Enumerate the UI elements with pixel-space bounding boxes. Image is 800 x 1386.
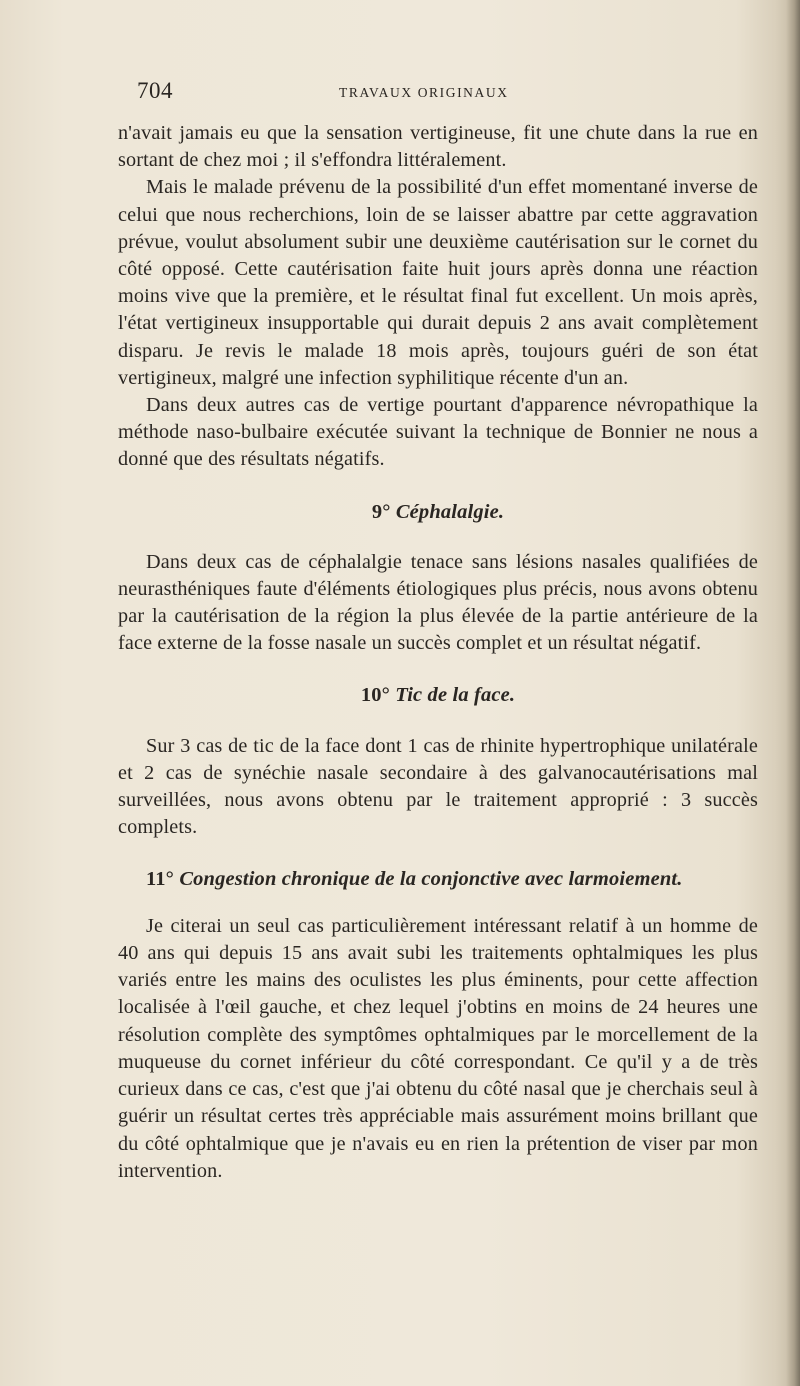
section-heading-cephalalgie (118, 499, 758, 526)
section-title: Tic de la face. (395, 683, 516, 706)
section-number: 9° (371, 500, 391, 523)
page-number: 704 (137, 78, 173, 103)
paragraph-tic-de-la-face: Sur 3 cas de tic de la face dont 1 cas de rhinite hypertrophique unilatérale et 2 cas de synéchie nasale secondaire à des galvanocautérisations mal surveillées, nous avons obtenu par le traitement approprié : 3 succès complets. (118, 734, 758, 839)
section-heading-congestion-conjonctive (118, 866, 758, 893)
section-title: Céphalalgie. (395, 500, 505, 523)
section-number: 10° (360, 683, 390, 706)
paragraph-second-cauterisation: Mais le malade prévenu de la possibilité d'un effet momentané inverse de celui que nous recherchions, loin de se laisser abattre par cette aggravation prévue, voulut absolument subir une deuxième cautérisation sur le cornet du côté opposé. Cette cautérisation faite huit jours après donna une réaction moins vive que la première, et le résultat final fut excellent. Un mois après, l'état vertigineux insupportable qui durait depuis 2 ans avait complètement disparu. Je revis le malade 18 mois après, toujours guéri de son état vertigineux, malgré une infection syphilitique récente d'un an. (118, 176, 758, 389)
paragraph-vertige-negative: Dans deux autres cas de vertige pourtant d'apparence névropathique la méthode naso-bulbaire exécutée suivant la technique de Bonnier ne nous a donné que des résultats négatifs. (118, 394, 758, 471)
section-title: Congestion chronique de la conjonctive avec larmoiement. (179, 867, 683, 890)
page-header (137, 78, 755, 118)
paragraph-continuation: n'avait jamais eu que la sensation vertigineuse, fit une chute dans la rue en sortant de chez moi ; il s'effondra littéralement. (118, 122, 758, 172)
section-number: 11° (146, 867, 175, 890)
section-heading-tic-de-la-face (118, 682, 758, 709)
paragraph-congestion-conjonctive: Je citerai un seul cas particulièrement intéressant relatif à un homme de 40 ans qui depuis 15 ans avait subi les traitements ophtalmiques les plus variés entre les mains des oculistes les plus éminents, pour cette affection localisée à l'œil gauche, et chez lequel j'obtins en moins de 24 heures une résolution complète des symptômes ophtalmiques par le morcellement de la muqueuse du cornet inférieur du côté correspondant. Ce qu'il y a de très curieux dans ce cas, c'est que j'ai obtenu du côté nasal que je cherchais seul à guérir un résultat certes très appréciable mais assurément moins brillant que du côté ophtalmique que je n'avais eu en rien la prétention de viser par mon intervention. (118, 914, 758, 1182)
running-head: TRAVAUX ORIGINAUX (339, 85, 509, 100)
paragraph-cephalalgie: Dans deux cas de céphalalgie tenace sans lésions nasales qualifiées de neurasthéniques faute d'éléments étiologiques plus précis, nous avons obtenu par la cautérisation de la région la plus élevée de la partie antérieure de la face externe de la fosse nasale un succès complet et un résultat négatif. (118, 550, 758, 655)
page-spine-shadow (786, 0, 800, 1386)
body-text (118, 120, 758, 1185)
